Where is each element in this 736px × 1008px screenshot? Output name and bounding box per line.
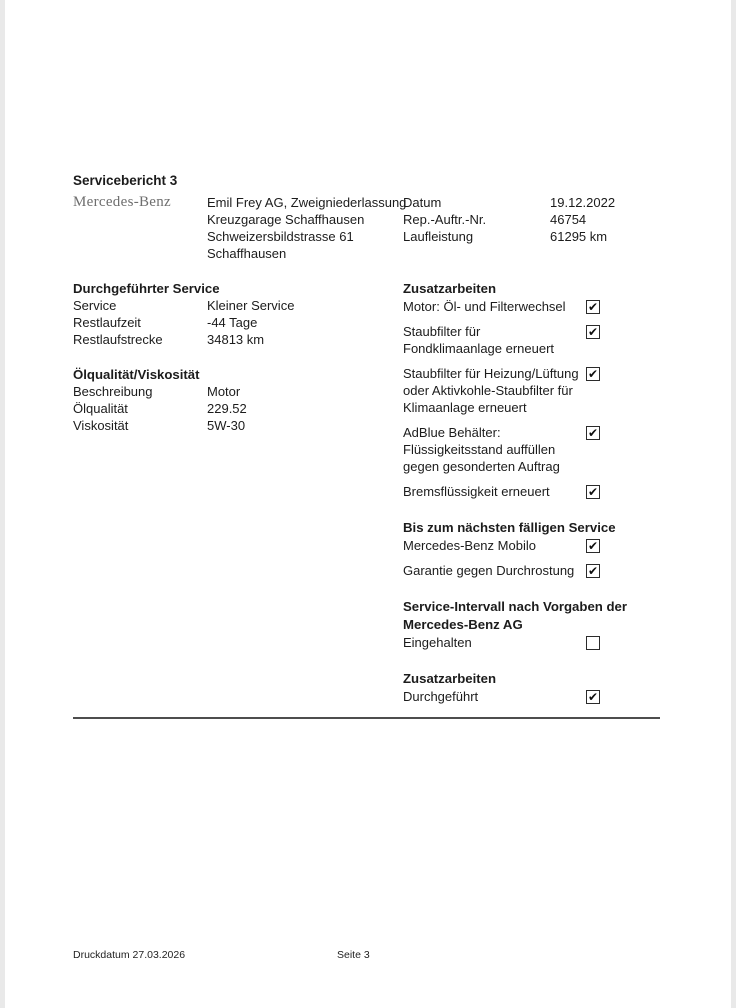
checkbox-icon: ✔ bbox=[587, 426, 599, 440]
kv-label: Restlaufzeit bbox=[73, 315, 141, 330]
kv-value: -44 Tage bbox=[207, 315, 258, 330]
kv-value: 34813 km bbox=[207, 332, 265, 347]
group-zusatzarbeiten-2 bbox=[403, 670, 600, 705]
section-heading: Ölqualität/Viskosität bbox=[73, 367, 200, 382]
checklist-item-mobilo bbox=[403, 537, 600, 554]
meta-label: Laufleistung bbox=[403, 229, 474, 244]
checkbox-icon: ✔ bbox=[587, 539, 599, 553]
checklist-item-label: AdBlue Behälter: Flüssigkeitsstand auffüllen gegen gesonderten Auftrag bbox=[403, 425, 560, 474]
group-heading: Zusatzarbeiten bbox=[403, 281, 497, 296]
checklist-item-staubfilter-heizung bbox=[403, 365, 600, 416]
address-line-2: Kreuzgarage Schaffhausen bbox=[207, 212, 365, 227]
kv-value: Kleiner Service bbox=[207, 298, 295, 313]
checklist-item-adblue bbox=[403, 424, 600, 475]
report-meta bbox=[403, 194, 615, 245]
kv-row-restlaufzeit bbox=[73, 314, 398, 331]
checklist-item-label: Garantie gegen Durchrostung bbox=[403, 563, 575, 578]
section-oelqualitaet-viskositaet bbox=[73, 366, 398, 434]
mercedes-benz-wordmark: Mercedes-Benz bbox=[73, 194, 172, 210]
meta-row-laufleistung bbox=[403, 228, 615, 245]
page-number: Seite 3 bbox=[337, 949, 370, 961]
meta-value: 46754 bbox=[550, 212, 587, 227]
checklist-item-bremsfluessigkeit bbox=[403, 483, 600, 500]
print-date: Druckdatum 27.03.2026 bbox=[73, 949, 186, 961]
checkbox-icon: ✔ bbox=[587, 485, 599, 499]
left-column bbox=[73, 280, 398, 434]
kv-label: Ölqualität bbox=[73, 401, 128, 416]
group-heading-line-2: Mercedes-Benz AG bbox=[403, 617, 523, 632]
group-heading: Zusatzarbeiten bbox=[403, 671, 497, 686]
report-title: Servicebericht 3 bbox=[73, 173, 178, 188]
address-line-4: Schaffhausen bbox=[207, 246, 287, 261]
kv-value: 229.52 bbox=[207, 401, 247, 416]
section-heading: Durchgeführter Service bbox=[73, 281, 220, 296]
meta-value: 61295 km bbox=[550, 229, 608, 244]
checklist-item-durchgefuehrt bbox=[403, 688, 600, 705]
checklist-item-label: Staubfilter für Heizung/Lüftung oder Aktivkohle-Staubfilter für Klimaanlage erneuert bbox=[403, 366, 579, 415]
checklist-item-label: Durchgeführt bbox=[403, 689, 479, 704]
group-heading: Service-Intervall nach Vorgaben der bbox=[403, 599, 628, 614]
checklist-item-label: Bremsflüssigkeit erneuert bbox=[403, 484, 550, 499]
kv-row-viskositaet bbox=[73, 417, 398, 434]
checklist-item-oel-filterwechsel bbox=[403, 298, 600, 315]
checklist-item-label: Motor: Öl- und Filterwechsel bbox=[403, 299, 566, 314]
kv-value: Motor bbox=[207, 384, 241, 399]
checkbox-icon: ✔ bbox=[587, 300, 599, 314]
section-durchgefuehrter-service bbox=[73, 280, 398, 348]
dealer-address bbox=[207, 194, 406, 262]
checklist-item-label: Eingehalten bbox=[403, 635, 472, 650]
checkbox-icon bbox=[586, 636, 600, 650]
group-service-intervall bbox=[403, 598, 628, 651]
checklist-item-durchrostung bbox=[403, 562, 600, 579]
checkbox-icon: ✔ bbox=[587, 325, 599, 339]
right-column bbox=[403, 280, 628, 713]
kv-label: Service bbox=[73, 298, 117, 313]
meta-row-datum bbox=[403, 194, 615, 211]
group-zusatzarbeiten-1 bbox=[403, 280, 600, 500]
group-naechster-service bbox=[403, 519, 616, 579]
checklist-item-staubfilter-fond bbox=[403, 323, 600, 357]
address-line-3: Schweizersbildstrasse 61 bbox=[207, 229, 354, 244]
address-line-1: Emil Frey AG, Zweigniederlassung bbox=[207, 195, 407, 210]
checkbox-icon: ✔ bbox=[587, 367, 599, 381]
document-page bbox=[5, 0, 731, 1008]
meta-label: Rep.-Auftr.-Nr. bbox=[403, 212, 487, 227]
kv-row-service bbox=[73, 297, 398, 314]
kv-row-oelqualitaet bbox=[73, 400, 398, 417]
meta-row-auftrag-nr bbox=[403, 211, 615, 228]
kv-row-beschreibung bbox=[73, 383, 398, 400]
checklist-item-label: Mercedes-Benz Mobilo bbox=[403, 538, 536, 553]
group-heading: Bis zum nächsten fälligen Service bbox=[403, 520, 616, 535]
checklist-item-eingehalten bbox=[403, 634, 600, 651]
kv-value: 5W-30 bbox=[207, 418, 246, 433]
kv-label: Restlaufstrecke bbox=[73, 332, 163, 347]
kv-label: Beschreibung bbox=[73, 384, 153, 399]
checkbox-icon: ✔ bbox=[587, 564, 599, 578]
kv-label: Viskosität bbox=[73, 418, 129, 433]
checklist-item-label: Staubfilter für Fondklimaanlage erneuert bbox=[403, 324, 555, 356]
meta-label: Datum bbox=[403, 195, 442, 210]
kv-row-restlaufstrecke bbox=[73, 331, 398, 348]
horizontal-divider bbox=[73, 717, 660, 719]
checkbox-icon: ✔ bbox=[587, 690, 599, 704]
meta-value: 19.12.2022 bbox=[550, 195, 616, 210]
